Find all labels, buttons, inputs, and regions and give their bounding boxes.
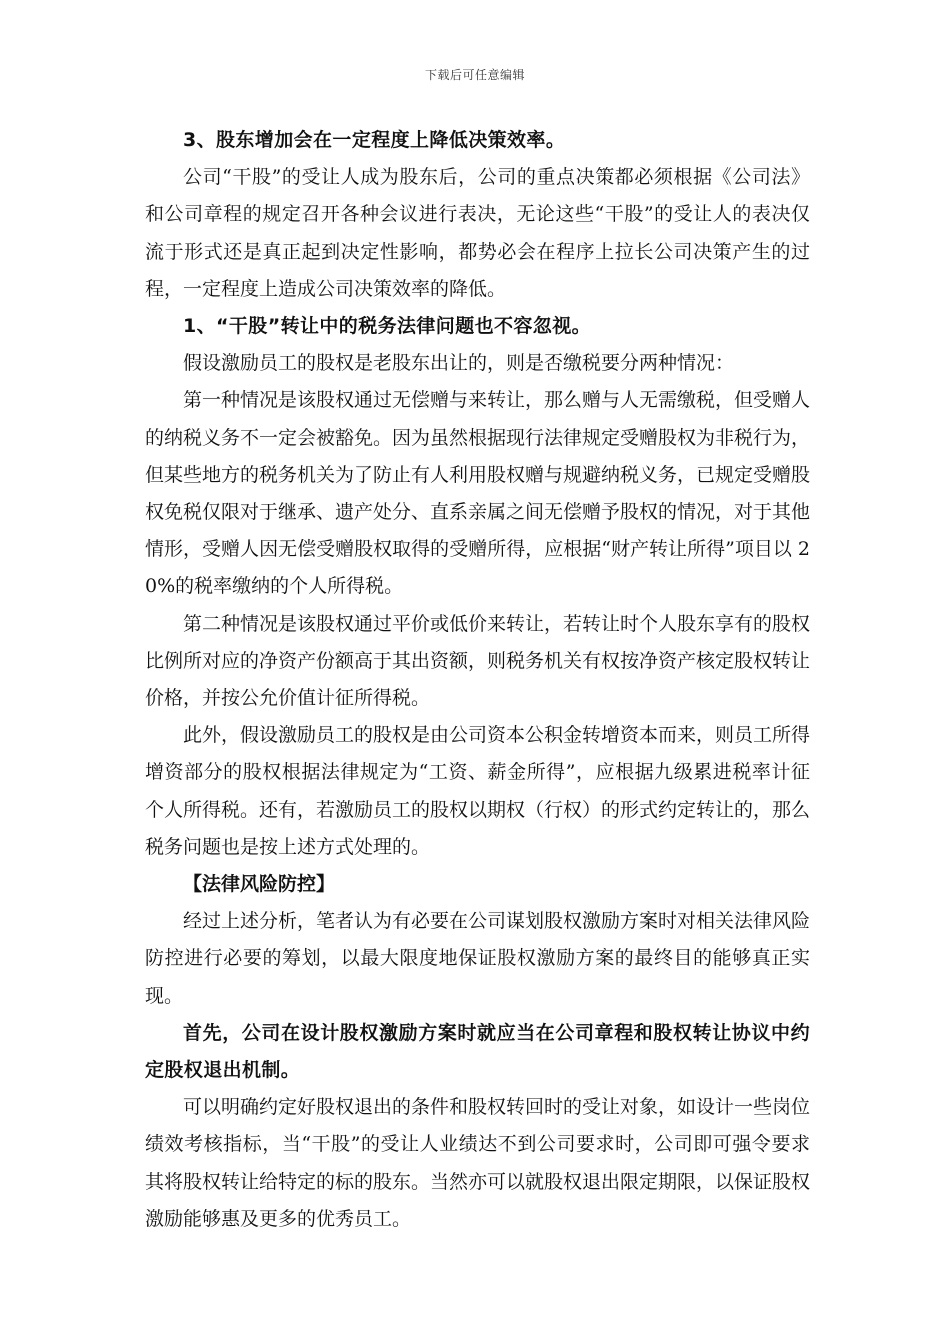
section-heading-risk-control: 【法律风险防控】 [183, 873, 336, 896]
section-heading-exit-mechanism: 首先，公司在设计股权激励方案时就应当在公司章程和股权转让协议中约定股权退出机制。 [145, 1021, 810, 1082]
document-body [145, 122, 810, 1238]
paragraph-capital-reserve: 此外，假设激励员工的股权是由公司资本公积金转增资本而来，则员工所得增资部分的股权根据法律规定为“工资、薪金所得”，应根据九级累进税率计征个人所得税。还有，若激励员工的股权以期权（行权）的形式约定转让的，那么税务问题也是按上述方式处理的。 [145, 724, 811, 858]
page-header: 下载后可任意编辑 [424, 68, 525, 82]
section-heading-shareholder-efficiency: 3、股东增加会在一定程度上降低决策效率。 [183, 129, 566, 151]
paragraph-decision-efficiency: 公司“干股”的受让人成为股东后，公司的重点决策都必须根据《公司法》和公司章程的规定召开各种会议进行表决，无论这些“干股”的受让人的表决仅流于形式还是真正起到决定性影响，都势必会在程序上拉长公司决策产生的过程，一定程度上造成公司决策效率的降低。 [145, 166, 810, 300]
paragraph-tax-two-cases: 假设激励员工的股权是老股东出让的，则是否缴税要分两种情况： [183, 352, 735, 375]
paragraph-risk-analysis: 经过上述分析，笔者认为有必要在公司谋划股权激励方案时对相关法律风险防控进行必要的筹划，以最大限度地保证股权激励方案的最终目的能够真正实现。 [145, 910, 811, 1007]
paragraph-case-gift-transfer: 第一种情况是该股权通过无偿赠与来转让，那么赠与人无需缴税，但受赠人的纳税义务不一定会被豁免。因为虽然根据现行法律规定受赠股权为非税行为，但某些地方的税务机关为了防止有人利用股权赠与规避纳税义务，已规定受赠股权免税仅限对于继承、遗产处分、直系亲属之间无偿赠予股权的情况，对于其他情形，受赠人因无偿受赠股权取得的受赠所得，应根据“财产转让所得”项目以 20%的税率缴纳的个人所得税。 [145, 389, 811, 598]
section-heading-tax-issues: 1、“干股”转让中的税务法律问题也不容忽视。 [183, 315, 591, 338]
paragraph-exit-conditions: 可以明确约定好股权退出的条件和股权转回时的受让对象，如设计一些岗位绩效考核指标，当“干股”的受让人业绩达不到公司要求时，公司即可强令要求其将股权转让给特定的标的股东。当然亦可以就股权退出限定期限，以保证股权激励能够惠及更多的优秀员工。 [145, 1096, 811, 1230]
paragraph-case-low-price-transfer: 第二种情况是该股权通过平价或低价来转让，若转让时个人股东享有的股权比例所对应的净资产份额高于其出资额，则税务机关有权按净资产核定股权转让价格，并按公允价值计征所得税。 [145, 612, 811, 710]
